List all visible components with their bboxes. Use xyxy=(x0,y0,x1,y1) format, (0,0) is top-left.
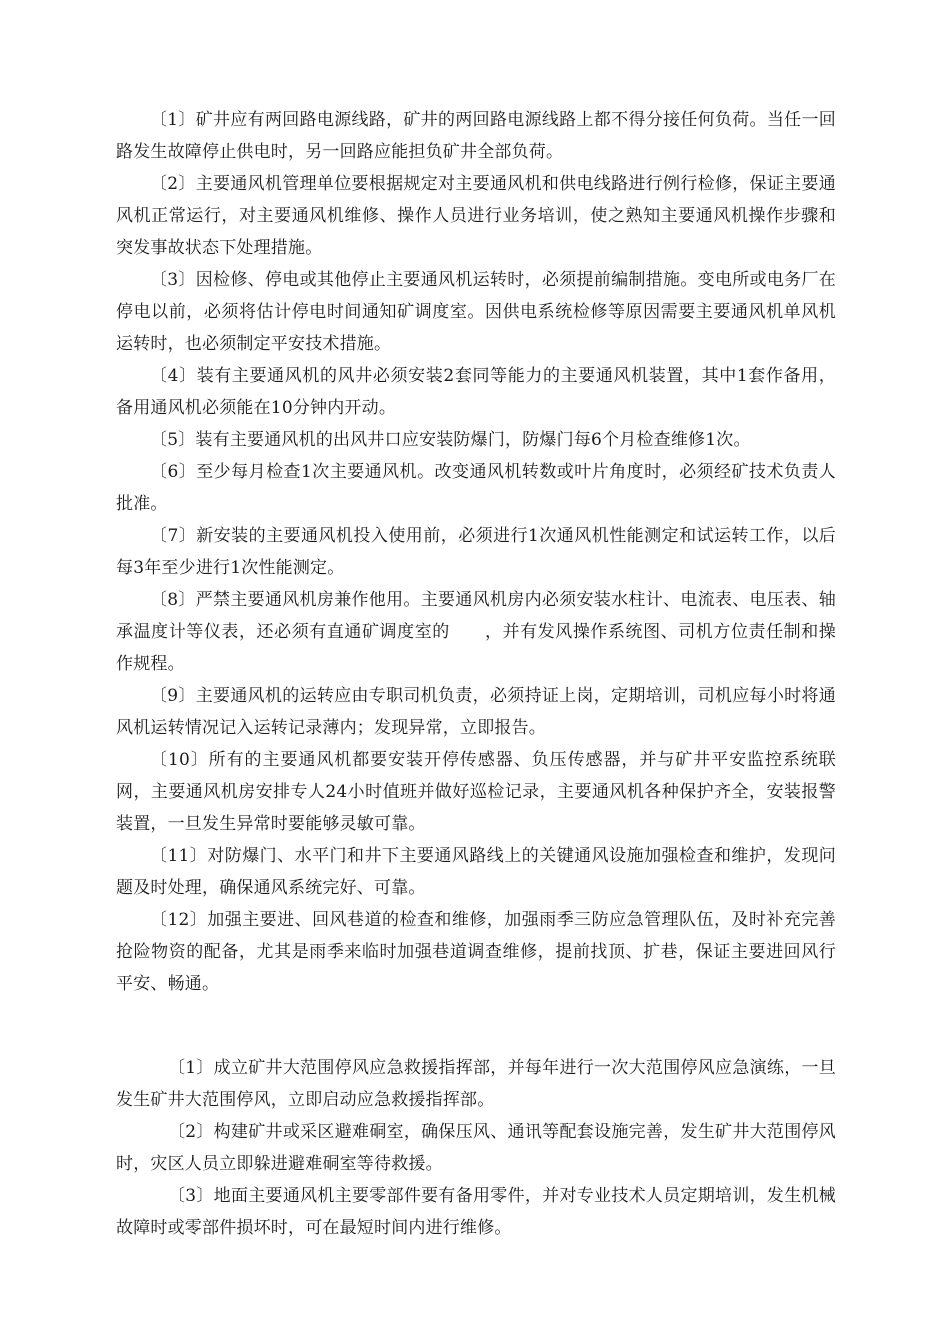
paragraph-10: 〔10〕所有的主要通风机都要安装开停传感器、负压传感器，并与矿井平安监控系统联网，主要通风机房安排专人24小时值班并做好巡检记录，主要通风机各种保护齐全，安装报警装置，一旦发生异常时要能够灵敏可靠。 xyxy=(116,750,836,834)
paragraph-2: 〔2〕主要通风机管理单位要根据规定对主要通风机和供电线路进行例行检修，保证主要通风机正常运行，对主要通风机维修、操作人员进行业务培训，使之熟知主要通风机操作步骤和突发事故状态下处理措施。 xyxy=(116,174,836,258)
paragraph-6: 〔6〕至少每月检查1次主要通风机。改变通风机转数或叶片角度时，必须经矿技术负责人批准。 xyxy=(116,462,836,514)
emergency-paragraph-3: 〔3〕地面主要通风机主要零部件要有备用零件，并对专业技术人员定期培训，发生机械故障时或零部件损坏时，可在最短时间内进行维修。 xyxy=(116,1186,836,1238)
paragraph-3: 〔3〕因检修、停电或其他停止主要通风机运转时，必须提前编制措施。变电所或电务厂在停电以前，必须将估计停电时间通知矿调度室。因供电系统检修等原因需要主要通风机单风机运转时，也必须制定平安技术措施。 xyxy=(116,270,836,354)
emergency-measures-section xyxy=(116,1052,836,1244)
paragraph-1: 〔1〕矿井应有两回路电源线路，矿井的两回路电源线路上都不得分接任何负荷。当任一回路发生故障停止供电时，另一回路应能担负矿井全部负荷。 xyxy=(116,110,836,162)
ventilator-measures-section xyxy=(116,104,836,1000)
paragraph-9: 〔9〕主要通风机的运转应由专职司机负责，必须持证上岗，定期培训，司机应每小时将通风机运转情况记入运转记录薄内；发现异常，立即报告。 xyxy=(116,686,836,738)
paragraph-7: 〔7〕新安装的主要通风机投入使用前，必须进行1次通风机性能测定和试运转工作，以后每3年至少进行1次性能测定。 xyxy=(116,526,836,578)
emergency-paragraph-2: 〔2〕构建矿井或采区避难硐室，确保压风、通讯等配套设施完善，发生矿井大范围停风时，灾区人员立即躲进避难硐室等待救援。 xyxy=(116,1122,836,1174)
paragraph-8: 〔8〕严禁主要通风机房兼作他用。主要通风机房内必须安装水柱计、电流表、电压表、轴承温度计等仪表，还必须有直通矿调度室的 ，并有发风操作系统图、司机方位责任制和操作规程。 xyxy=(116,590,836,674)
paragraph-12: 〔12〕加强主要进、回风巷道的检查和维修，加强雨季三防应急管理队伍，及时补充完善抢险物资的配备，尤其是雨季来临时加强巷道调查维修，提前找顶、扩巷，保证主要进回风行平安、畅通。 xyxy=(116,910,836,994)
emergency-paragraph-1: 〔1〕成立矿井大范围停风应急救援指挥部，并每年进行一次大范围停风应急演练，一旦发生矿井大范围停风，立即启动应急救援指挥部。 xyxy=(116,1058,836,1110)
paragraph-4: 〔4〕装有主要通风机的风井必须安装2套同等能力的主要通风机装置，其中1套作备用，备用通风机必须能在10分钟内开动。 xyxy=(116,366,836,418)
paragraph-11: 〔11〕对防爆门、水平门和井下主要通风路线上的关键通风设施加强检查和维护，发现问题及时处理，确保通风系统完好、可靠。 xyxy=(116,846,836,898)
paragraph-5: 〔5〕装有主要通风机的出风井口应安装防爆门，防爆门每6个月检查维修1次。 xyxy=(150,430,751,450)
